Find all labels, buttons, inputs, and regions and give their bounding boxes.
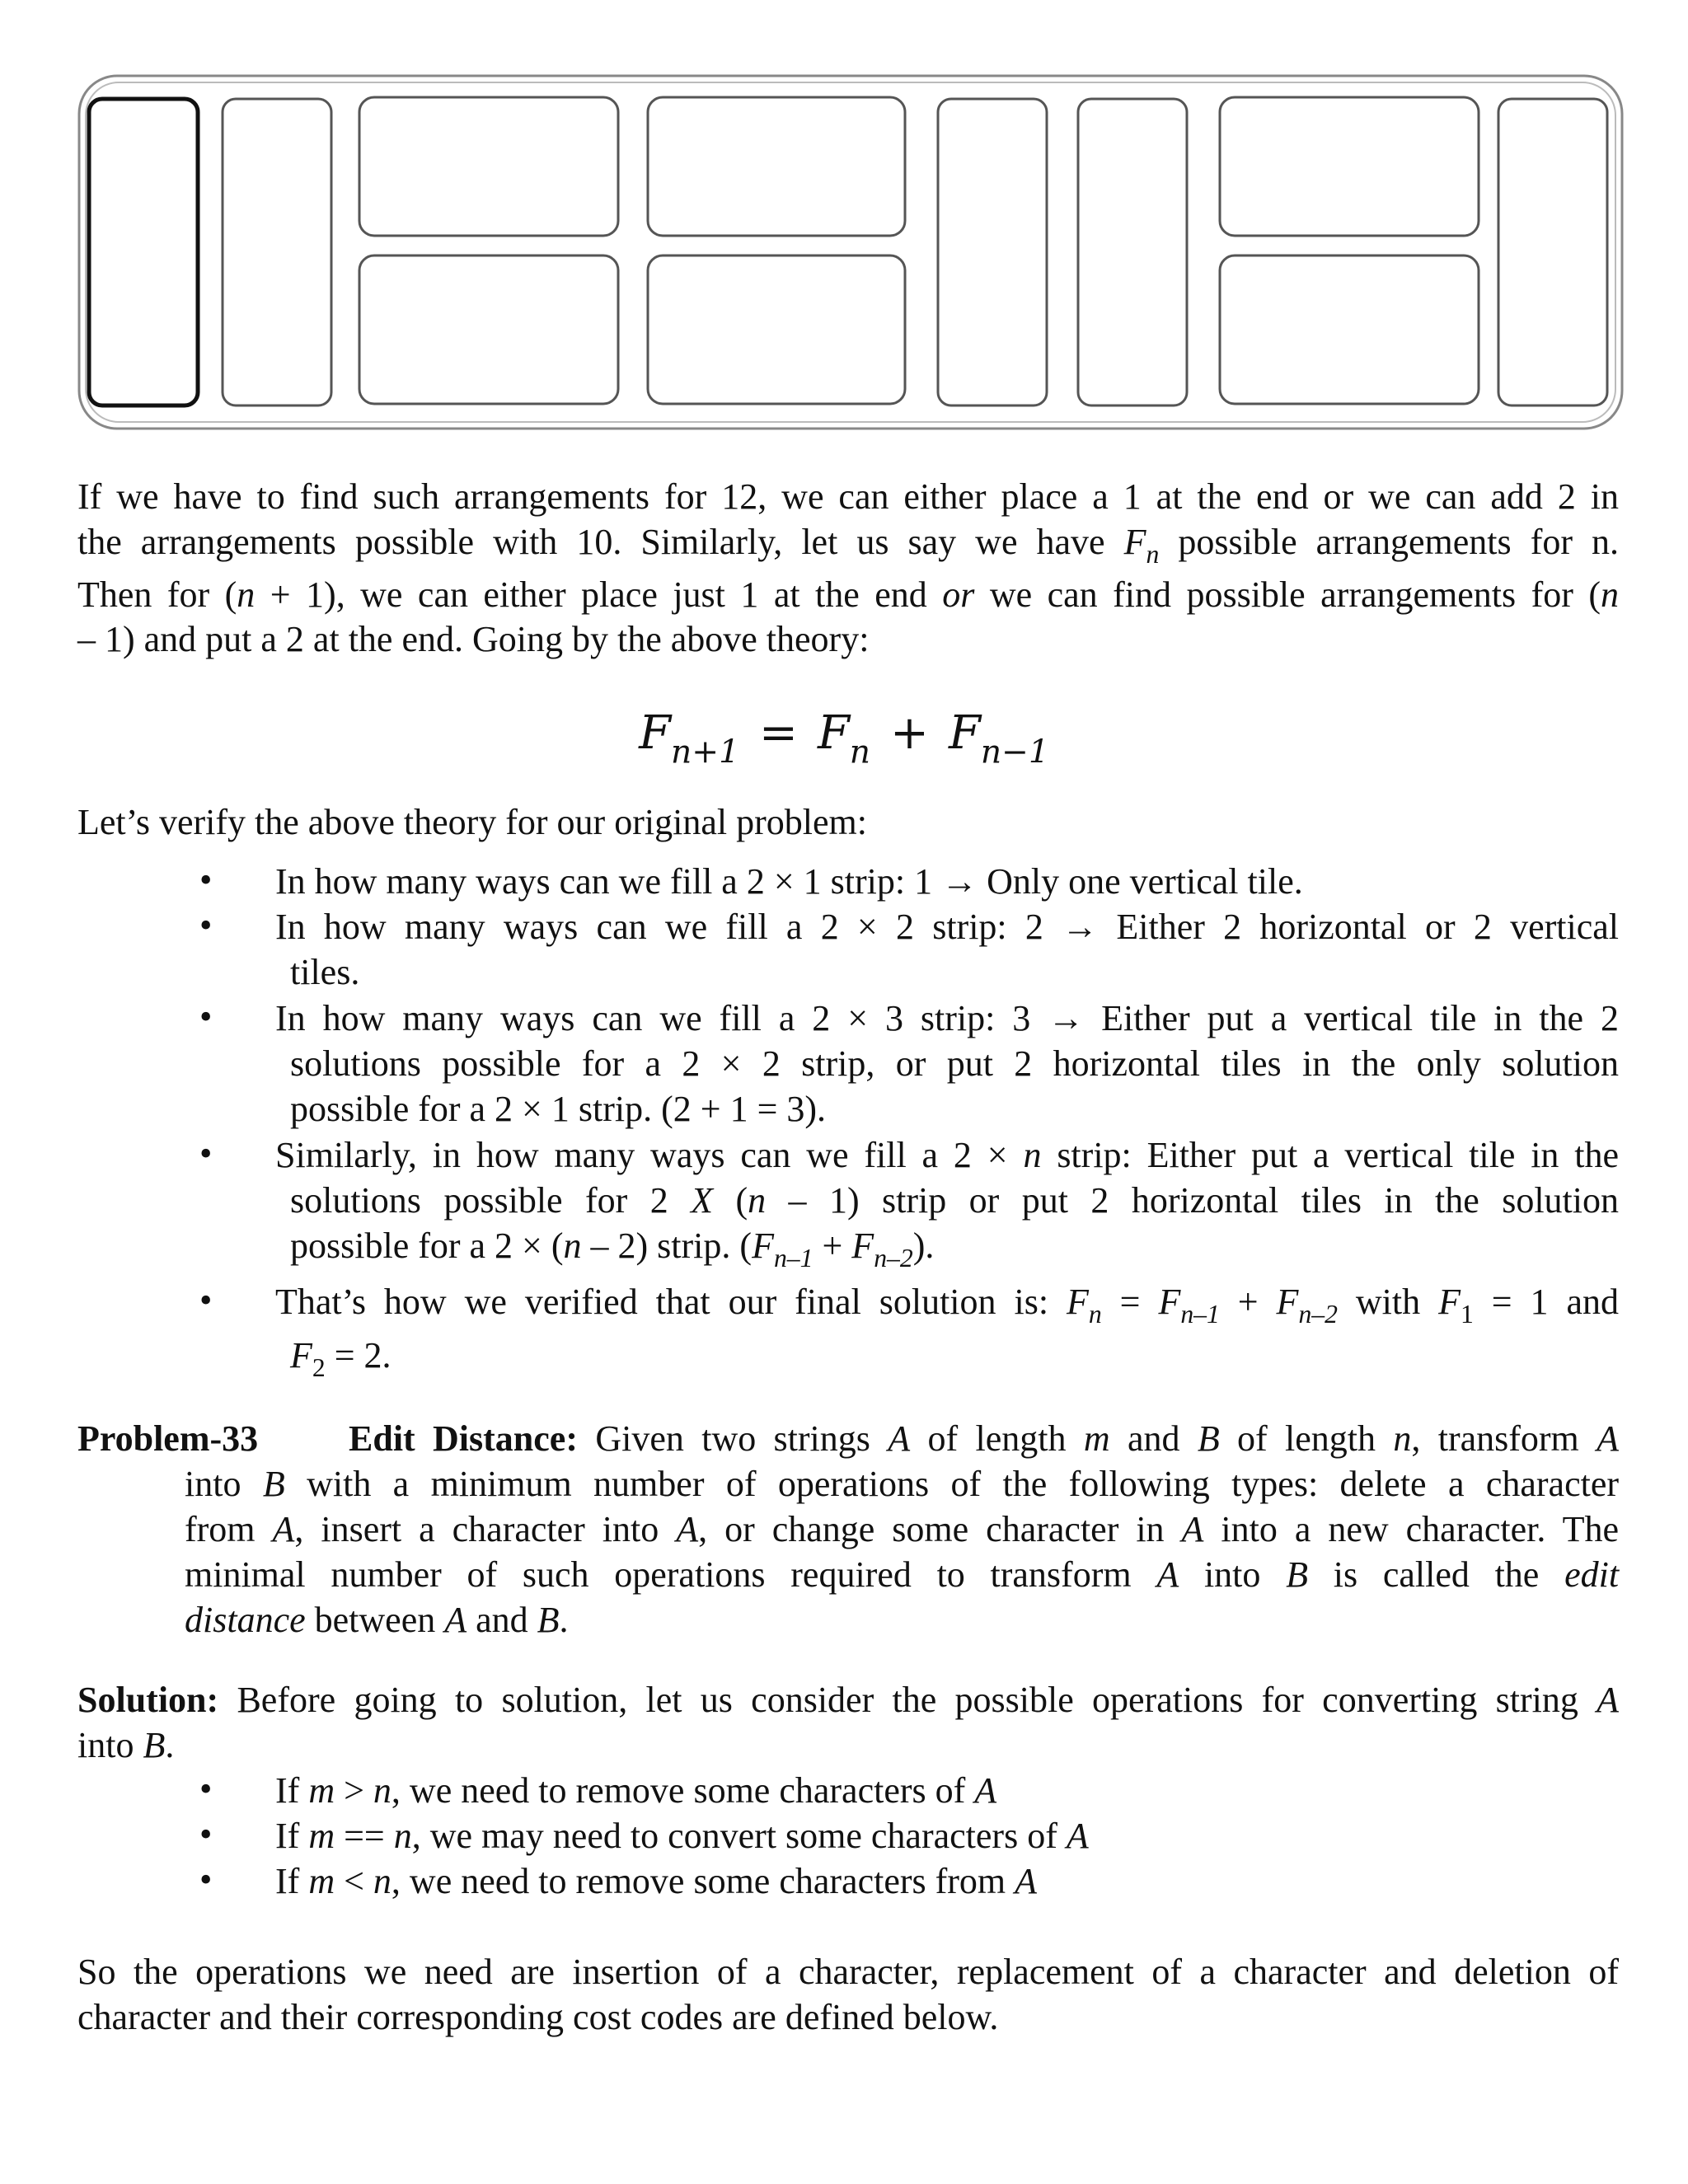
- case-2: If m == n, we may need to convert some characters of A: [275, 1816, 1089, 1856]
- bullet-4-line3: possible for a 2 × (n – 2) strip. $(F_{n-1} + F_{n-2})$.: [290, 1226, 935, 1273]
- problem-line3: from A, insert a character into A, or change some character in A into a new character. The: [185, 1509, 1619, 1549]
- case-1: If m > n, we need to remove some characters of A: [275, 1770, 997, 1811]
- horizontal-tile: [359, 255, 618, 404]
- verify-intro: Let’s verify the above theory for our original problem:: [77, 802, 867, 842]
- bullet-2-line2: tiles.: [290, 952, 360, 992]
- bullet: •: [199, 1280, 213, 1320]
- para1-line1: If we have to find such arrangements for 12, we can either place a 1 at the end or we can add 2 in: [77, 476, 1619, 517]
- bullet: •: [199, 860, 213, 900]
- horizontal-tile: [1220, 97, 1479, 236]
- solution-line1: Solution: Before going to solution, let us consider the possible operations for converting string A: [77, 1680, 1620, 1720]
- vertical-tile: [1078, 99, 1187, 405]
- para1-line2: the arrangements possible with 10. Similarly, let us say we have $F_n$ possible arrangements for n.: [77, 522, 1620, 569]
- case-3: If m < n, we need to remove some characters from A: [275, 1861, 1038, 1901]
- bullet: •: [199, 905, 213, 945]
- horizontal-tile: [359, 97, 618, 236]
- closing-line1: So the operations we need are insertion of a character, replacement of a character and deletion of: [77, 1952, 1619, 1992]
- bullet-4-line1: Similarly, in how many ways can we fill a 2 × n strip: Either put a vertical tile in the: [275, 1135, 1620, 1175]
- bullet-3-line3: possible for a 2 × 1 strip. (2 + 1 = 3).: [290, 1089, 827, 1129]
- recurrence-equation: $F_{n+1} = F_n + F_{n-1}$: [639, 706, 1049, 771]
- vertical-tile: [1498, 99, 1607, 405]
- para1-line3: Then for (n + 1), we can either place just 1 at the end or we can find possible arrangements for (n: [77, 574, 1620, 615]
- bullet-2-line1: In how many ways can we fill a 2 × 2 strip: 2 → Either 2 horizontal or 2 vertical: [275, 907, 1619, 947]
- bullet-1: In how many ways can we fill a 2 × 1 strip: 1 → Only one vertical tile.: [275, 861, 1303, 902]
- closing-line2: character and their corresponding cost codes are defined below.: [77, 1997, 999, 2037]
- horizontal-tile: [648, 255, 905, 404]
- bullet: •: [199, 996, 213, 1037]
- bullet: •: [199, 1769, 213, 1809]
- bullet-5-line2: $F_2 = 2$.: [290, 1335, 392, 1383]
- bullet: •: [199, 1859, 213, 1900]
- problem-line4: minimal number of such operations required to transform A into B is called the edit: [185, 1554, 1620, 1595]
- problem-line5: distance between A and B.: [185, 1600, 569, 1640]
- problem-line1: Edit Distance: Given two strings A of length m and B of length n, transform A: [349, 1418, 1620, 1459]
- bullet: •: [199, 1133, 213, 1174]
- bullet: •: [199, 1814, 213, 1854]
- tile-arrangements-figure: [76, 73, 1625, 435]
- horizontal-tile: [648, 97, 905, 236]
- vertical-tile: [938, 99, 1047, 405]
- bullet-3-line2: solutions possible for a 2 × 2 strip, or put 2 horizontal tiles in the only solution: [290, 1043, 1619, 1084]
- problem-label: Problem-33: [77, 1418, 259, 1459]
- para1-line4: – 1) and put a 2 at the end. Going by the above theory:: [77, 619, 870, 659]
- vertical-tile-highlight: [89, 99, 198, 405]
- problem-line2: into B with a minimum number of operations of the following types: delete a character: [185, 1464, 1620, 1504]
- strip-outline: [79, 76, 1622, 429]
- bullet-5-line1: That’s how we verified that our final solution is: $F_n = F_{n-1} + F_{n-2}$ with $F_1 = 1$ and: [275, 1282, 1619, 1329]
- bullet-4-line2: solutions possible for 2 X (n – 1) strip or put 2 horizontal tiles in the solution: [290, 1180, 1619, 1221]
- vertical-tile: [223, 99, 331, 405]
- bullet-3-line1: In how many ways can we fill a 2 × 3 strip: 3 → Either put a vertical tile in the 2: [275, 998, 1619, 1038]
- solution-line2: into B.: [77, 1725, 175, 1765]
- horizontal-tile: [1220, 255, 1479, 404]
